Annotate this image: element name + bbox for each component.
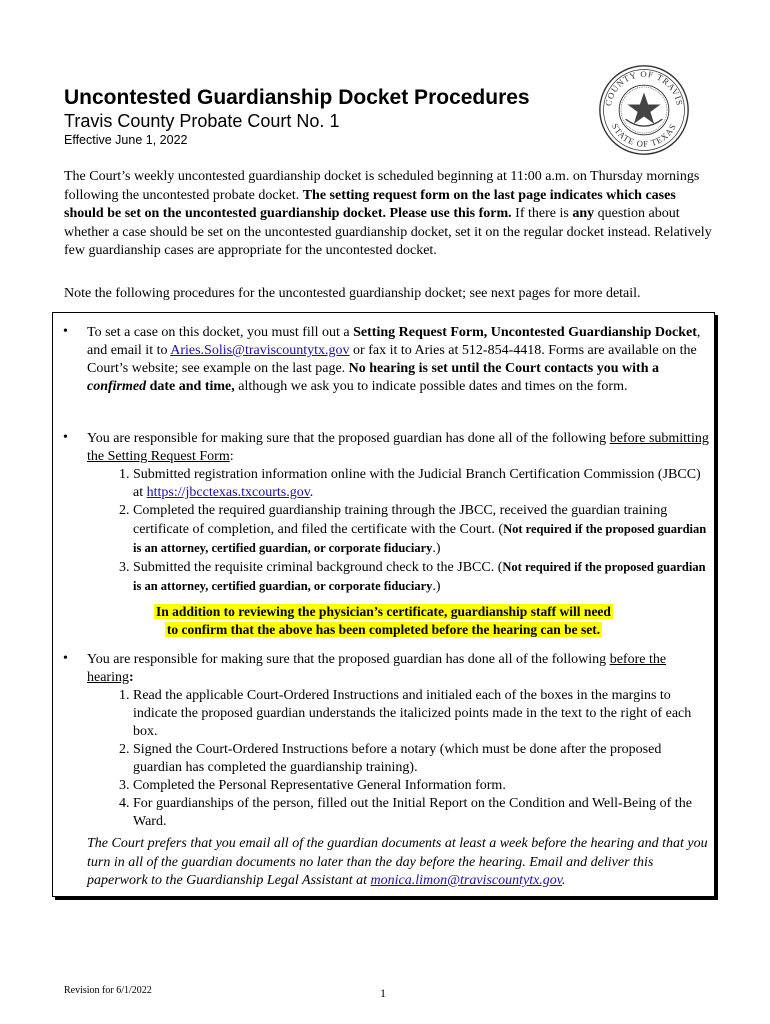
b2-item-2-end: .) [432,541,441,556]
b1-text-c: or fax it to Aries at 512-854-4418. Forms are available on the Court’s website; see example on the last page. [87,343,697,376]
b1-text-d: although we ask you to indicate possible dates and times on the form. [234,379,628,394]
b2-text-b: : [229,449,234,464]
b2-underlined-text: before submitting the Setting Request Form [87,431,709,464]
highlight-notice [53,603,714,639]
monica-email-link[interactable]: monica.limon@traviscountytx.gov [370,873,562,888]
closing-end: . [561,873,566,888]
b2-item-3 [133,558,712,596]
intro-text-a: The Court’s weekly uncontested guardianship docket is scheduled beginning at 11:00 a.m. on Thursday mornings following the uncontested probate docket. [64,169,700,203]
intro-any-text: any [572,206,595,221]
b1-confirmed-text: confirmed [87,379,147,394]
b3-item-3: 3. Completed the Personal Representative General Information form. [133,777,712,795]
closing-text: The Court prefers that you email all of the guardian documents at least a week before the hearing and that you turn in all of the guardian documents no later than the day before the hearing. Email and deliver this paperwork to the Guardianship Legal Assistant at [87,836,708,888]
aries-email-link[interactable]: Aries.Solis@traviscountytx.gov [170,343,350,358]
intro-bold-text: The setting request form on the last page indicates which cases should be set on the uncontested guardianship docket. Please use this form. [64,187,676,221]
b2-item-1-text: Submitted registration information online with the Judicial Branch Certification Commission (JBCC) at [133,467,701,500]
page-title: Uncontested Guardianship Docket Procedures [64,86,530,109]
b3-item-2: 2. Signed the Court-Ordered Instructions before a notary (which must be done after the proposed guardian has completed the guardianship training). [133,741,712,777]
jbcc-link[interactable]: https://jbcctexas.txcourts.gov [146,485,310,500]
b1-form-name: Setting Request Form, Uncontested Guardianship Docket [353,325,697,340]
bullet-3: • [63,651,68,666]
b2-item-2-note: Not required if the proposed guardian is an attorney, certified guardian, or corporate fiduciary [133,522,707,555]
effective-date: Effective June 1, 2022 [64,133,188,147]
b3-item-1: 1. Read the applicable Court-Ordered Instructions and initialed each of the boxes in the margins to indicate the proposed guardian understands the italicized points made in the text to the right of each box. [133,687,712,741]
travis-county-seal-icon [598,64,690,156]
b2-item-2-text: Completed the required guardianship training through the JBCC, received the guardian training certificate of completion, and filed the certificate with the Court. ( [133,503,668,537]
b3-text-a: You are responsible for making sure that the proposed guardian has done all of the following [87,652,610,667]
bullet-2-text [87,430,712,596]
court-name: Travis County Probate Court No. 1 [64,111,340,131]
page-number: 1 [380,986,386,1000]
b2-item-1-end: . [309,485,314,500]
b1-text-b: , and email it to [87,325,701,358]
highlight-line-2: to confirm that the above has been completed before the hearing can be set. [166,622,601,637]
b2-item-3-note: Not required if the proposed guardian is an attorney, certified guardian, or corporate fiduciary [133,560,706,593]
intro-text-c: If there is [511,206,573,221]
b1-bold-text: No hearing is set until the Court contacts you with a [348,361,659,376]
b2-item-2 [133,502,712,558]
b3-item-4: 4. For guardianships of the person, filled out the Initial Report on the Condition and Well-Being of the Ward. [133,795,712,831]
seal-bottom-text: STATE OF TEXAS [609,121,679,149]
b3-underlined-text: before the hearing [87,652,667,685]
b2-text-a: You are responsible for making sure that the proposed guardian has done all of the following [87,431,610,446]
procedures-box [52,312,715,897]
revision-note: Revision for 6/1/2022 [64,985,152,996]
b2-item-3-end: .) [432,579,441,594]
bullet-3-text [87,651,712,831]
closing-paragraph [87,835,712,891]
note-paragraph: Note the following procedures for the uncontested guardianship docket; see next pages for more detail. [64,286,641,301]
intro-paragraph [64,168,714,261]
b3-text-b: : [128,670,134,685]
intro-text-d: question about whether a case should be set on the uncontested guardianship docket, set it on the regular docket instead. Relatively few guardianship cases are appropriate for the uncontested docket. [64,206,712,258]
bullet-2: • [63,430,68,445]
seal-top-text: COUNTY OF TRAVIS [603,68,685,107]
b2-item-3-text: Submitted the requisite criminal background check to the JBCC. ( [133,560,503,575]
b2-item-1 [133,466,712,502]
bullet-1: • [63,324,68,339]
b1-text-a: To set a case on this docket, you must fill out a [87,325,354,340]
b1-bold2-text: date and time, [146,379,235,394]
bullet-1-text [87,324,712,396]
highlight-line-1: In addition to reviewing the physician’s certificate, guardianship staff will need [156,604,611,619]
